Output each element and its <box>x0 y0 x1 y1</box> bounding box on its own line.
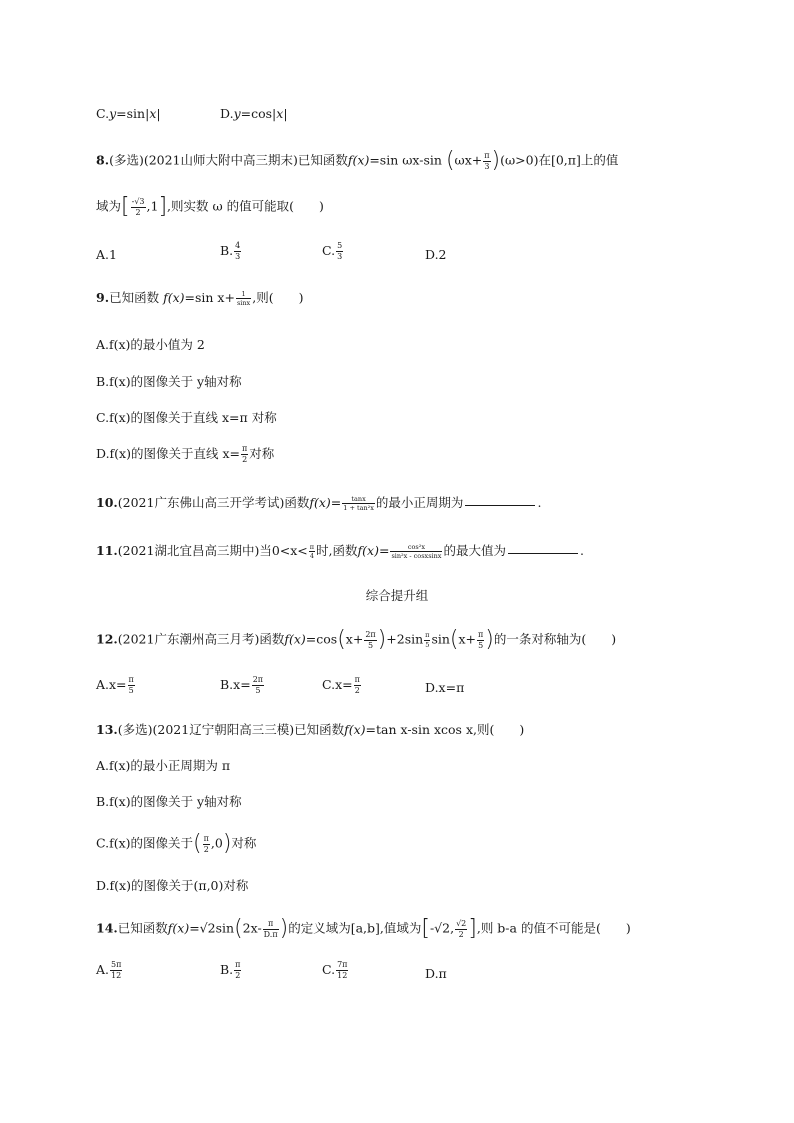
q7-option-c: C.y=sin|x| <box>96 106 161 121</box>
q13-option-b: B.f(x)的图像关于 y轴对称 <box>96 794 242 809</box>
q12-option-a: A.x= $\frac{\pi}{5}$ <box>96 675 134 695</box>
q13-stem: 13.(多选)(2021辽宁朝阳高三三模)已知函数f(x)=tan x-sin xcos x,则( ) <box>96 722 525 737</box>
answer-blank[interactable] <box>508 552 578 554</box>
q14-option-a: A. $\frac{5\pi}{12}$ <box>96 960 122 980</box>
q14-option-b: B. $\frac{\pi}{2}$ <box>220 960 241 980</box>
q9-stem: 9.已知函数 f(x)=sin x+ $\frac{1}{\sin x}$ ,则( ) <box>96 289 304 307</box>
q12-option-c: C.x= $\frac{\pi}{2}$ <box>322 675 360 695</box>
q9-option-d: D.f(x)的图像关于直线 x= $\frac{\pi}{2}$ 对称 <box>96 444 275 464</box>
q8-option-c: C. $\frac{5}{3}$ <box>322 241 343 261</box>
answer-blank[interactable] <box>465 504 535 506</box>
q12-option-d: D.x=π <box>425 680 465 695</box>
q13-option-d: D.f(x)的图像关于(π,0)对称 <box>96 878 249 893</box>
q9-option-c: C.f(x)的图像关于直线 x=π 对称 <box>96 410 277 425</box>
q11-stem: 11.(2021湖北宜昌高三期中)当0<x< $\frac{\pi}{4}$ 时,函数f(x)= $\frac{\text{cos²x}}{\text{sin²x - cosxsinx}}$ 的最大值为 . <box>96 542 584 560</box>
q8-option-b: B. $\frac{4}{3}$ <box>220 241 241 261</box>
q8-option-a: A.1 <box>96 247 117 262</box>
q12-stem: 12.(2021广东潮州高三月考)函数f(x)=cos(x+ $\frac{2\pi}{5}$ )+2sin $\frac{\pi}{5}$ sin(x+ $\frac{\pi}{5}$ )的一条对称轴为( ) <box>96 627 617 652</box>
q13-option-c: C.f(x)的图像关于( $\frac{\pi}{2}$ ,0)对称 <box>96 831 257 856</box>
section-title: 综合提升组 <box>365 588 429 603</box>
q7-option-d: D.y=cos|x| <box>220 106 288 121</box>
q8-stem: 8.(多选)(2021山师大附中高三期末)已知函数f(x)=sin ωx-sin (ωx+ $\frac{\pi}{3}$ )(ω>0)在[0,π]上的值 <box>96 148 619 173</box>
q14-option-d: D.π <box>425 966 447 981</box>
q13-option-a: A.f(x)的最小正周期为 π <box>96 758 231 773</box>
q10-stem: 10.(2021广东佛山高三开学考试)函数f(x)= $\frac{\tan x}{\text{1 + tan²x}}$ 的最小正周期为 . <box>96 494 542 512</box>
q8-stem-line2: 域为[ $\frac{-√3}{2}$ ,1],则实数 ω 的值可能取( ) <box>96 194 324 219</box>
q12-option-b: B.x= $\frac{2\pi}{5}$ <box>220 675 264 695</box>
q8-option-d: D.2 <box>425 247 447 262</box>
q9-option-a: A.f(x)的最小值为 2 <box>96 337 205 352</box>
q14-option-c: C. $\frac{7\pi}{12}$ <box>322 960 348 980</box>
q9-option-b: B.f(x)的图像关于 y轴对称 <box>96 374 242 389</box>
q14-stem: 14.已知函数f(x)=√2sin(2x- $\frac{\pi}{D.\pi}$ )的定义域为[a,b],值域为[-√2, $\frac{√2}{2}$ ],则 b-a 的值不可能是( ) <box>96 916 631 941</box>
